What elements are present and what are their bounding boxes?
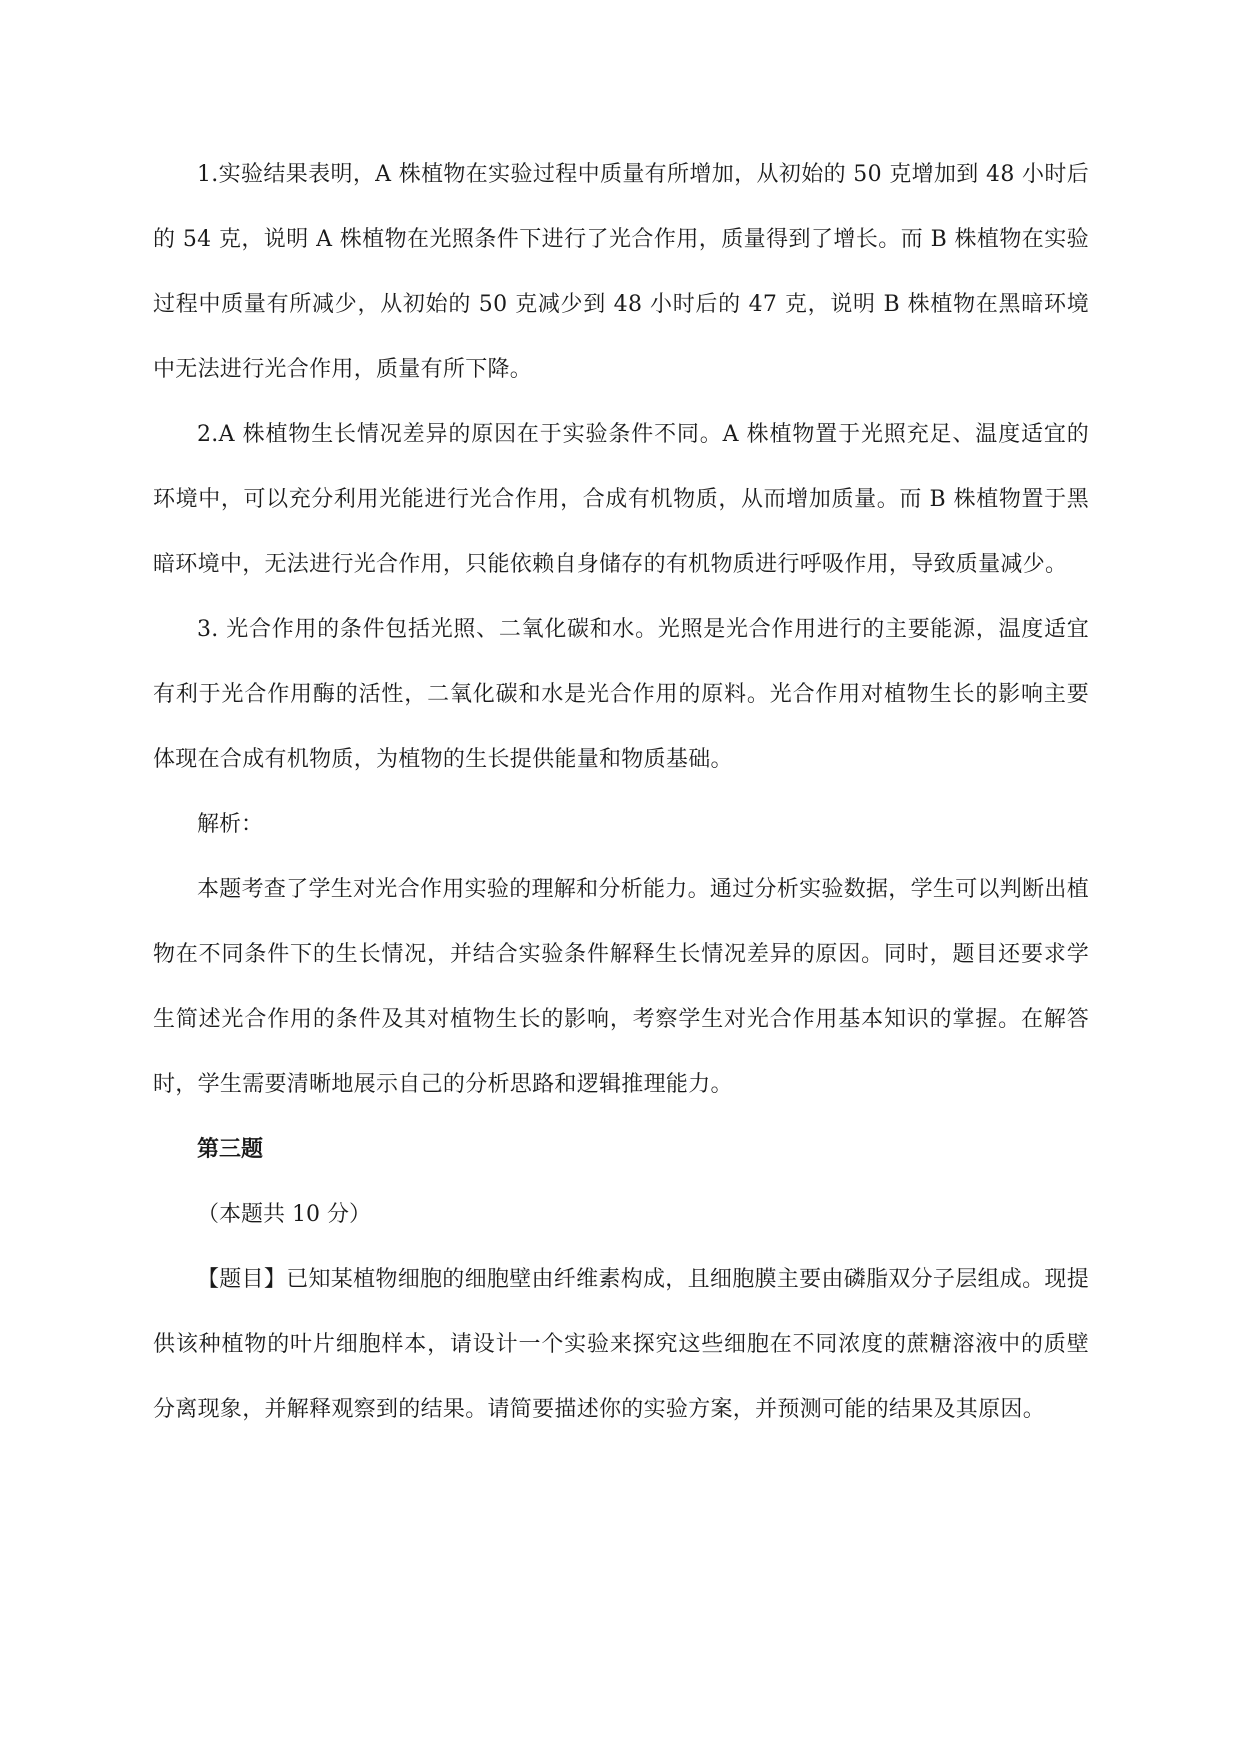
analysis-label: 解析： (197, 812, 264, 837)
answer-paragraph-2: 2.A 株植物生长情况差异的原因在于实验条件不同。A 株植物置于光照充足、温度适宜的环境中，可以充分利用光能进行光合作用，合成有机物质，从而增加质量。而 B 株植物置于黑暗环境中，无法进行光合作用，只能依赖自身储存的有机物质进行呼吸作用，导致质量减少。 (153, 422, 1089, 577)
question-label: 【题目】 (197, 1267, 287, 1292)
question-text: 已知某植物细胞的细胞壁由纤维素构成，且细胞膜主要由磷脂双分子层组成。现提供该种植物的叶片细胞样本，请设计一个实验来探究这些细胞在不同浓度的蔗糖溶液中的质壁分离现象，并解释观察到的结果。请简要描述你的实验方案，并预测可能的结果及其原因。 (153, 1267, 1090, 1422)
section-heading: 第三题 (197, 1137, 264, 1162)
score-note: （本题共 10 分） (197, 1202, 371, 1227)
answer-paragraph-1: 1.实验结果表明，A 株植物在实验过程中质量有所增加，从初始的 50 克增加到 48 小时后的 54 克，说明 A 株植物在光照条件下进行了光合作用，质量得到了增长。而 B 株植物在实验过程中质量有所减少，从初始的 50 克减少到 48 小时后的 47 克，说明 B 株植物在黑暗环境中无法进行光合作用，质量有所下降。 (153, 162, 1089, 382)
question-paragraph (153, 1247, 1089, 1442)
answer-paragraph-3: 3. 光合作用的条件包括光照、二氧化碳和水。光照是光合作用进行的主要能源，温度适宜有利于光合作用酶的活性，二氧化碳和水是光合作用的原料。光合作用对植物生长的影响主要体现在合成有机物质，为植物的生长提供能量和物质基础。 (153, 617, 1089, 772)
document-body (153, 142, 1089, 1442)
analysis-paragraph: 本题考查了学生对光合作用实验的理解和分析能力。通过分析实验数据，学生可以判断出植物在不同条件下的生长情况，并结合实验条件解释生长情况差异的原因。同时，题目还要求学生简述光合作用的条件及其对植物生长的影响，考察学生对光合作用基本知识的掌握。在解答时，学生需要清晰地展示自己的分析思路和逻辑推理能力。 (153, 877, 1090, 1097)
